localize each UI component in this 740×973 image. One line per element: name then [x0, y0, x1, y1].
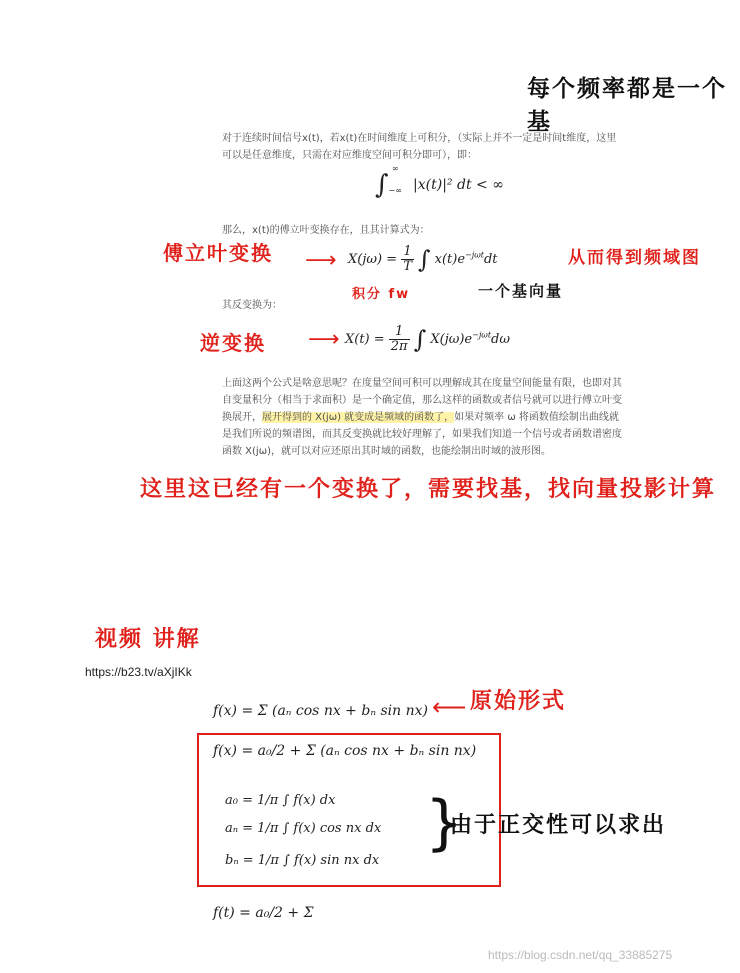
formula-forward-transform: X(jω) = $\frac{1}{T}$ ∫ $x(t)e^{-j\omega t}dt$: [348, 244, 498, 274]
formula-a0: a₀ = 1/π ∫ f(x) dx: [225, 793, 336, 808]
handwritten-video-label: 视频 讲解: [95, 627, 201, 652]
formula-series-a0: f(x) = a₀/2 + Σ (aₙ cos nx + bₙ sin nx): [213, 743, 477, 759]
handwritten-orthogonality: 由于正交性可以求出: [450, 813, 667, 838]
watermark: https://blog.csdn.net/qq_33885275: [488, 948, 673, 962]
formula-an: aₙ = 1/π ∫ f(x) cos nx dx: [225, 821, 382, 836]
paragraph-transform-exists: 那么，x(t)的傅立叶变换存在，且其计算式为：: [222, 225, 430, 236]
handwritten-spectrum-note: 从而得到频域图: [568, 248, 701, 268]
paragraph-explanation: 上面这两个公式是啥意思呢？在度量空间可积可以理解成其在度量空间能量有限，也即对其自变量积分（相当于求面积）是一个确定值，那么这样的函数或者信号就可以进行傅立叶变换展开，展开得到的 X(jω) 就变成是频域的函数了，如果对频率 ω 将函数值绘制出曲线就是我们所说的频谱图，而其反变换就比较好理解了，如果我们知道一个信号或者函数谱密度函数 X(jω)，就可以对应还原出其时域的函数，也能绘制出时域的波形图。: [222, 378, 622, 457]
formula-energy-integral: $\int_{-\infty}^\infty$ |x(t)|² dt < ∞: [375, 164, 504, 200]
formula-bn: bₙ = 1/π ∫ f(x) sin nx dx: [225, 853, 380, 868]
handwritten-integral-label: 积分 fw: [352, 287, 411, 302]
handwritten-basis-vector: 一个基向量: [478, 282, 564, 300]
formula-inverse-transform: X(t) = $\frac{1}{2\pi}$ ∫ $X(j\omega)e^{-j\omega t}d\omega$: [345, 324, 510, 354]
formula-series-t: f(t) = a₀/2 + Σ: [213, 905, 314, 921]
arrow-right-icon: ⟶: [305, 248, 337, 273]
handwritten-note-basis: 每个频率都是一个基: [527, 76, 727, 135]
brace-icon: }: [425, 788, 464, 858]
handwritten-inverse-transform: 逆变换: [200, 331, 266, 355]
paragraph-integrable: 对于连续时间信号x(t)，若x(t)在时间维度上可积分，（实际上并不一定是时间t维度，这里可以是任意维度，只需在对应维度空间可积分即可），即：: [222, 133, 617, 161]
arrow-right-icon: ⟶: [308, 327, 340, 352]
handwritten-original-form: 原始形式: [470, 689, 567, 714]
handwritten-summary: 这里这已经有一个变换了，需要找基，找向量投影计算: [140, 477, 717, 502]
video-link[interactable]: https://b23.tv/aXjIKk: [85, 665, 192, 679]
arrow-left-icon: ⟵: [432, 693, 467, 721]
formula-series-original: f(x) = Σ (aₙ cos nx + bₙ sin nx): [213, 703, 428, 719]
handwritten-fourier-transform: 傅立叶变换: [163, 241, 273, 265]
highlighted-text: 展开得到的 X(jω) 就变成是频域的函数了，: [262, 412, 455, 423]
paragraph-inverse-label: 其反变换为：: [222, 300, 282, 311]
